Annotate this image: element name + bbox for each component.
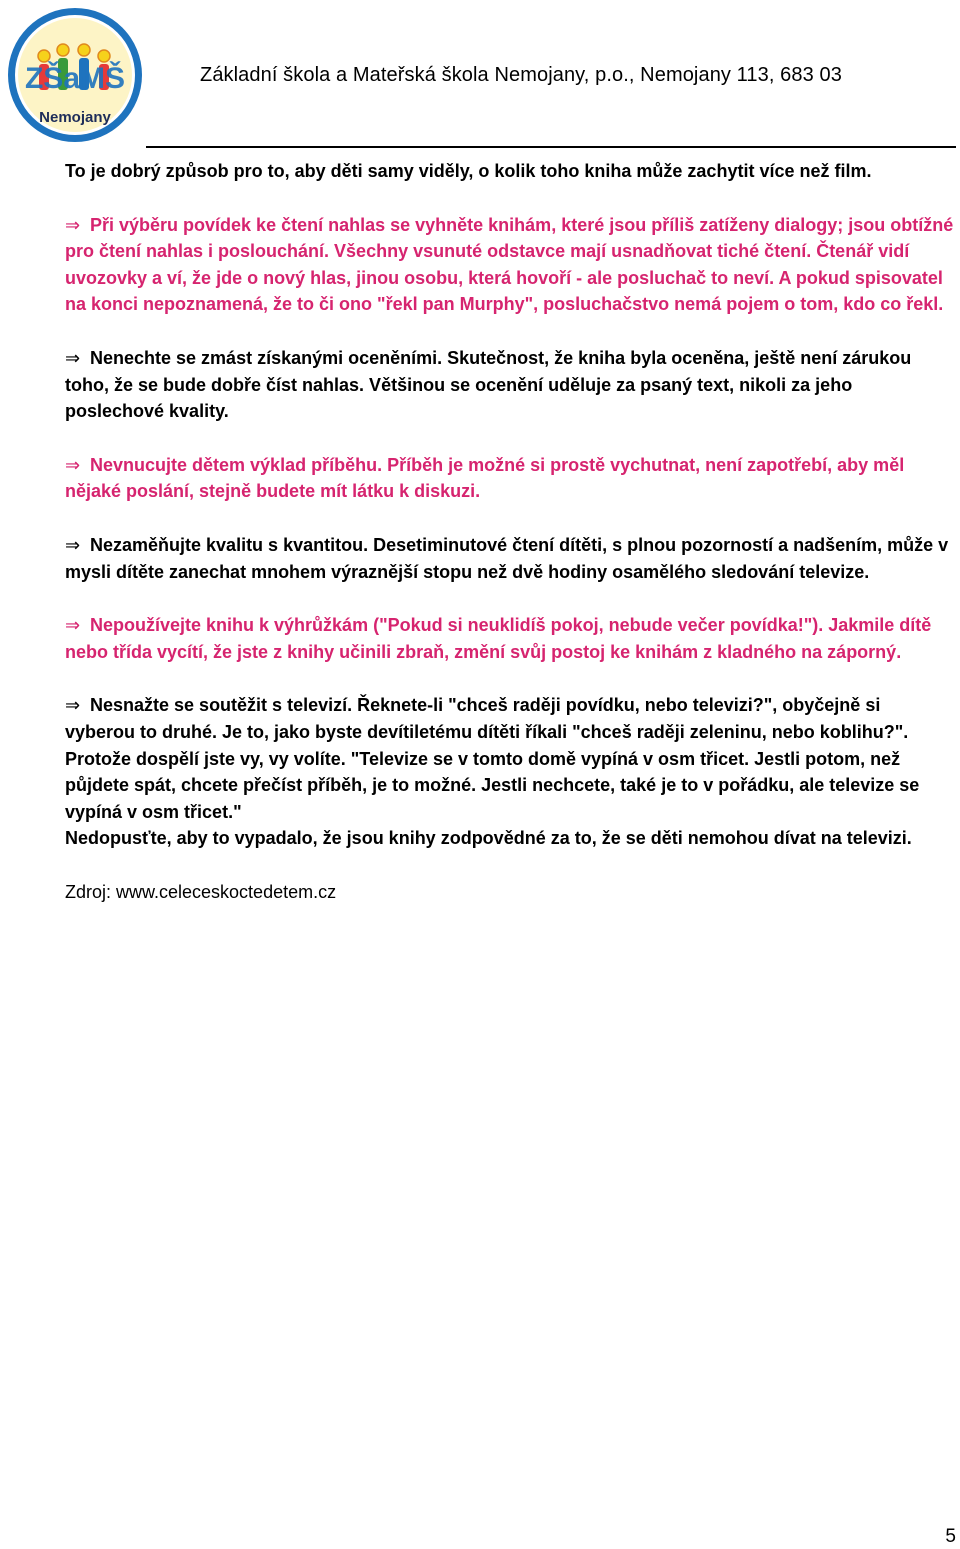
arrow-icon: ⇒ xyxy=(65,534,81,555)
intro-paragraph: To je dobrý způsob pro to, aby děti samy viděly, o kolik toho kniha může zachytit více než film. xyxy=(65,161,872,181)
tip-awards-text: Nenechte se zmást získanými oceněními. Skutečnost, že kniha byla oceněna, ještě není zárukou toho, že se bude dobře číst nahlas. Většinou se ocenění uděluje za psaný text, nikoli za jeho poslechové kvality. xyxy=(65,347,912,422)
tip-awards-paragraph xyxy=(65,345,955,425)
arrow-icon: ⇒ xyxy=(65,615,81,636)
arrow-icon: ⇒ xyxy=(65,695,81,716)
tip-threats-text: Nepoužívejte knihu k výhrůžkám ("Pokud si neuklidíš pokoj, nebude večer povídka!"). Jakmile dítě nebo třída vycítí, že jste z knihy učinili zbraň, změní svůj postoj ke knihám z kladného na záporný. xyxy=(65,615,932,662)
school-logo xyxy=(6,6,144,144)
school-header: Základní škola a Mateřská škola Nemojany, p.o., Nemojany 113, 683 03 xyxy=(200,64,842,86)
tip-interpretation-paragraph xyxy=(65,452,955,505)
tip-television-text: Nesnažte se soutěžit s televizí. Řeknete-li "chceš raději povídku, nebo televizi?", obyčejně si vyberou to druhé. Je to, jako byste devítiletému dítěti říkali "chceš raději zeleninu, nebo koblihu?". Protože dospělí jste vy, vy volíte. "Televize se v tomto domě vypíná v osm třicet. Jestli potom, než půjdete spát, chcete přečíst příběh, je to možné. Jestli nechcete, také je to v pořádku, ale televize se vypíná v osm třicet." xyxy=(65,695,920,822)
tip-dialogue-text: Při výběru povídek ke čtení nahlas se vyhněte knihám, které jsou příliš zatíženy dialogy; jsou obtížné pro čtení nahlas i poslouchání. Všechny vsunuté odstavce mají usnadňovat tiché čtení. Čtenář vidí uvozovky a ví, že jde o nový hlas, jinou osobu, která hovoří - ale posluchač to neví. A pokud spisovatel na konci nepoznamená, že to či ono "řekl pan Murphy", posluchačstvo nemá pojem o tom, kdo co řekl. xyxy=(65,214,954,315)
arrow-icon: ⇒ xyxy=(65,454,81,475)
tip-television-paragraph xyxy=(65,692,955,825)
tip-dialogue-paragraph xyxy=(65,212,955,318)
header-divider xyxy=(146,146,956,148)
page-number: 5 xyxy=(945,1526,956,1547)
tip-threats-paragraph xyxy=(65,612,955,665)
tip-quality-paragraph xyxy=(65,532,955,585)
logo-lettering: ZŠaMŠ xyxy=(24,62,126,95)
arrow-icon: ⇒ xyxy=(65,347,81,368)
closing-paragraph: Nedopusťte, aby to vypadalo, že jsou knihy zodpovědné za to, že se děti nemohou dívat na televizi. xyxy=(65,828,912,849)
tip-quality-text: Nezaměňujte kvalitu s kvantitou. Desetiminutové čtení dítěti, s plnou pozorností a nadšením, může v mysli dítěte zanechat mnohem výraznější stopu než dvě hodiny osamělého sledování televize. xyxy=(65,534,949,582)
logo-subtext: Nemojany xyxy=(39,109,111,126)
tip-interpretation-text: Nevnucujte dětem výklad příběhu. Příběh je možné si prostě vychutnat, není zapotřebí, aby měl nějaké poslání, stejně budete mít látku k diskuzi. xyxy=(65,454,905,502)
arrow-icon: ⇒ xyxy=(65,214,81,235)
source-line: Zdroj: www.celeceskoctedetem.cz xyxy=(65,881,337,902)
document-body xyxy=(65,158,955,905)
